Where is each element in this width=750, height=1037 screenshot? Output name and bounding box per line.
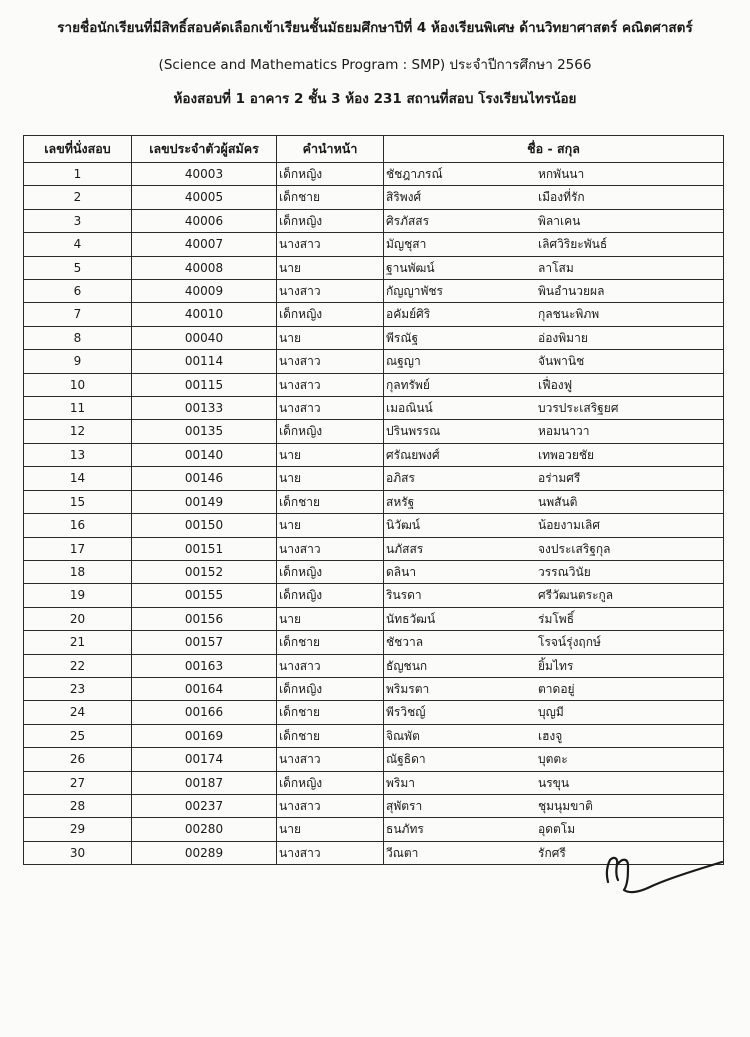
seat-number-cell: 17 bbox=[24, 537, 132, 560]
first-name: วีณตา bbox=[386, 845, 419, 860]
prefix-cell: นางสาว bbox=[277, 350, 384, 373]
last-name: วรรณวินัย bbox=[538, 564, 591, 579]
applicant-id-cell: 00146 bbox=[132, 467, 277, 490]
prefix-cell: นาย bbox=[277, 818, 384, 841]
first-name: เมอณินน์ bbox=[386, 401, 433, 416]
prefix-cell: นางสาว bbox=[277, 537, 384, 560]
applicant-id-cell: 00166 bbox=[132, 701, 277, 724]
document-title: รายชื่อนักเรียนที่มีสิทธิ์สอบคัดเลือกเข้าเรียนชั้นมัธยมศึกษาปีที่ 4 ห้องเรียนพิเศษ ด้านวิทยาศาสตร์ คณิตศาสตร์ bbox=[57, 20, 693, 36]
seat-number-cell: 7 bbox=[24, 303, 132, 326]
applicant-id-cell: 40008 bbox=[132, 256, 277, 279]
column-header-seat: เลขที่นั่งสอบ bbox=[24, 136, 132, 163]
prefix-cell: นาย bbox=[277, 443, 384, 466]
seat-number-cell: 22 bbox=[24, 654, 132, 677]
first-name: มัญชุสา bbox=[386, 237, 427, 252]
full-name-cell bbox=[384, 490, 724, 513]
last-name: เทพอวยชัย bbox=[538, 447, 595, 462]
table-row bbox=[24, 724, 724, 747]
first-name: พริมรตา bbox=[386, 681, 430, 696]
seat-number-cell: 20 bbox=[24, 607, 132, 630]
last-name: จันพานิช bbox=[538, 354, 585, 369]
full-name-cell bbox=[384, 256, 724, 279]
applicant-id-cell: 00289 bbox=[132, 841, 277, 864]
table-row bbox=[24, 631, 724, 654]
table-row bbox=[24, 303, 724, 326]
program-subtitle: (Science and Mathematics Program : SMP) ประจำปีการศึกษา 2566 bbox=[158, 57, 592, 73]
last-name: ร่มโพธิ์ bbox=[538, 611, 575, 626]
seat-number-cell: 21 bbox=[24, 631, 132, 654]
applicant-id-cell: 00040 bbox=[132, 326, 277, 349]
first-name: ณฐญา bbox=[386, 354, 421, 369]
table-row bbox=[24, 818, 724, 841]
applicant-id-cell: 00164 bbox=[132, 677, 277, 700]
column-header-name: ชื่อ - สกุล bbox=[384, 136, 724, 163]
prefix-cell: นางสาว bbox=[277, 748, 384, 771]
table-row bbox=[24, 397, 724, 420]
seat-number-cell: 27 bbox=[24, 771, 132, 794]
first-name: สุพัตรา bbox=[386, 798, 423, 813]
table-row bbox=[24, 654, 724, 677]
full-name-cell bbox=[384, 443, 724, 466]
table-row bbox=[24, 701, 724, 724]
table-row bbox=[24, 163, 724, 186]
table-body bbox=[24, 163, 724, 865]
first-name: ศรัณยพงศ์ bbox=[386, 447, 440, 462]
full-name-cell bbox=[384, 514, 724, 537]
last-name: กุลชนะพิภพ bbox=[538, 307, 600, 322]
full-name-cell bbox=[384, 537, 724, 560]
applicant-id-cell: 00152 bbox=[132, 560, 277, 583]
last-name: ยิ้มไทร bbox=[538, 658, 574, 673]
signature-mark bbox=[600, 852, 726, 898]
first-name: อภิสร bbox=[386, 471, 415, 486]
prefix-cell: นางสาว bbox=[277, 233, 384, 256]
full-name-cell bbox=[384, 420, 724, 443]
prefix-cell: เด็กหญิง bbox=[277, 163, 384, 186]
prefix-cell: เด็กชาย bbox=[277, 186, 384, 209]
first-name: รินรดา bbox=[386, 588, 422, 603]
table-row bbox=[24, 326, 724, 349]
first-name: นิวัฒน์ bbox=[386, 518, 420, 533]
last-name: พิลาเคน bbox=[538, 213, 581, 228]
full-name-cell bbox=[384, 631, 724, 654]
full-name-cell bbox=[384, 771, 724, 794]
table-row bbox=[24, 373, 724, 396]
table-row bbox=[24, 677, 724, 700]
prefix-cell: เด็กชาย bbox=[277, 631, 384, 654]
seat-number-cell: 5 bbox=[24, 256, 132, 279]
first-name: นัทธวัฒน์ bbox=[386, 611, 436, 626]
table-row bbox=[24, 256, 724, 279]
full-name-cell bbox=[384, 748, 724, 771]
last-name: รักศรี bbox=[538, 845, 566, 860]
first-name: พีรวิชญ์ bbox=[386, 705, 426, 720]
full-name-cell bbox=[384, 794, 724, 817]
first-name: พีรณัฐ bbox=[386, 330, 419, 345]
first-name: พริมา bbox=[386, 775, 416, 790]
full-name-cell bbox=[384, 724, 724, 747]
first-name: ชัชฎาภรณ์ bbox=[386, 167, 443, 181]
first-name: ธนภัทร bbox=[386, 822, 424, 837]
applicant-id-cell: 00140 bbox=[132, 443, 277, 466]
first-name: ชัชวาล bbox=[386, 635, 424, 650]
full-name-cell bbox=[384, 584, 724, 607]
seat-number-cell: 1 bbox=[24, 163, 132, 186]
prefix-cell: เด็กชาย bbox=[277, 724, 384, 747]
full-name-cell bbox=[384, 560, 724, 583]
full-name-cell bbox=[384, 397, 724, 420]
first-name: ดลินา bbox=[386, 564, 417, 579]
table-row bbox=[24, 607, 724, 630]
student-list-table bbox=[23, 135, 724, 865]
applicant-id-cell: 00169 bbox=[132, 724, 277, 747]
first-name: ธัญชนก bbox=[386, 658, 428, 673]
full-name-cell bbox=[384, 677, 724, 700]
table-row bbox=[24, 560, 724, 583]
applicant-id-cell: 00237 bbox=[132, 794, 277, 817]
table-row bbox=[24, 280, 724, 303]
last-name: บุตตะ bbox=[538, 752, 568, 767]
seat-number-cell: 11 bbox=[24, 397, 132, 420]
table-row bbox=[24, 514, 724, 537]
last-name: ศรีวัฒนตระกูล bbox=[538, 588, 614, 603]
table-row bbox=[24, 771, 724, 794]
table-row bbox=[24, 186, 724, 209]
last-name: ชุมนุมขาติ bbox=[538, 798, 593, 813]
first-name: ณัฐธิดา bbox=[386, 752, 426, 767]
first-name: จิณพัต bbox=[386, 728, 420, 743]
applicant-id-cell: 00149 bbox=[132, 490, 277, 513]
applicant-id-cell: 00280 bbox=[132, 818, 277, 841]
seat-number-cell: 23 bbox=[24, 677, 132, 700]
prefix-cell: นาย bbox=[277, 326, 384, 349]
prefix-cell: เด็กหญิง bbox=[277, 771, 384, 794]
prefix-cell: เด็กชาย bbox=[277, 490, 384, 513]
seat-number-cell: 13 bbox=[24, 443, 132, 466]
seat-number-cell: 14 bbox=[24, 467, 132, 490]
applicant-id-cell: 40010 bbox=[132, 303, 277, 326]
seat-number-cell: 30 bbox=[24, 841, 132, 864]
prefix-cell: เด็กหญิง bbox=[277, 677, 384, 700]
last-name: ลาโสม bbox=[538, 260, 574, 275]
prefix-cell: นาย bbox=[277, 607, 384, 630]
last-name: เลิศวิริยะพันธ์ bbox=[538, 237, 608, 252]
prefix-cell: เด็กชาย bbox=[277, 701, 384, 724]
prefix-cell: เด็กหญิง bbox=[277, 584, 384, 607]
last-name: นพสันติ bbox=[538, 494, 578, 509]
table-row bbox=[24, 420, 724, 443]
seat-number-cell: 6 bbox=[24, 280, 132, 303]
last-name: ตาดอยู่ bbox=[538, 681, 575, 696]
full-name-cell bbox=[384, 607, 724, 630]
first-name: ปรินพรรณ bbox=[386, 424, 441, 439]
seat-number-cell: 25 bbox=[24, 724, 132, 747]
last-name: อ่องพิมาย bbox=[538, 330, 588, 345]
table-row bbox=[24, 443, 724, 466]
full-name-cell bbox=[384, 701, 724, 724]
last-name: เฮงจู bbox=[538, 728, 563, 743]
full-name-cell bbox=[384, 373, 724, 396]
applicant-id-cell: 00157 bbox=[132, 631, 277, 654]
seat-number-cell: 28 bbox=[24, 794, 132, 817]
applicant-id-cell: 00114 bbox=[132, 350, 277, 373]
first-name: กุลทรัพย์ bbox=[386, 377, 430, 392]
table-header-row bbox=[24, 136, 724, 163]
applicant-id-cell: 00163 bbox=[132, 654, 277, 677]
full-name-cell bbox=[384, 326, 724, 349]
first-name: นภัสสร bbox=[386, 541, 424, 556]
last-name: หอมนาวา bbox=[538, 424, 590, 439]
table-row bbox=[24, 537, 724, 560]
prefix-cell: เด็กหญิง bbox=[277, 560, 384, 583]
last-name: จงประเสริฐกุล bbox=[538, 541, 611, 556]
full-name-cell bbox=[384, 303, 724, 326]
prefix-cell: นางสาว bbox=[277, 373, 384, 396]
applicant-id-cell: 40006 bbox=[132, 209, 277, 232]
last-name: พินอำนวยผล bbox=[538, 284, 605, 299]
prefix-cell: นางสาว bbox=[277, 280, 384, 303]
applicant-id-cell: 00133 bbox=[132, 397, 277, 420]
seat-number-cell: 26 bbox=[24, 748, 132, 771]
last-name: โรจน์รุ่งฤกษ์ bbox=[538, 635, 601, 650]
applicant-id-cell: 00156 bbox=[132, 607, 277, 630]
prefix-cell: นาย bbox=[277, 256, 384, 279]
applicant-id-cell: 00150 bbox=[132, 514, 277, 537]
prefix-cell: นางสาว bbox=[277, 397, 384, 420]
seat-number-cell: 10 bbox=[24, 373, 132, 396]
last-name: น้อยงามเลิศ bbox=[538, 518, 601, 533]
seat-number-cell: 3 bbox=[24, 209, 132, 232]
applicant-id-cell: 00174 bbox=[132, 748, 277, 771]
full-name-cell bbox=[384, 233, 724, 256]
last-name: บุญมี bbox=[538, 705, 564, 720]
full-name-cell bbox=[384, 350, 724, 373]
last-name: นรขุน bbox=[538, 775, 570, 790]
first-name: ฐานพัฒน์ bbox=[386, 260, 435, 275]
seat-number-cell: 16 bbox=[24, 514, 132, 537]
applicant-id-cell: 00115 bbox=[132, 373, 277, 396]
last-name: เฟื่องฟู bbox=[538, 377, 573, 392]
table-row bbox=[24, 584, 724, 607]
table-row bbox=[24, 490, 724, 513]
full-name-cell bbox=[384, 654, 724, 677]
prefix-cell: เด็กหญิง bbox=[277, 420, 384, 443]
seat-number-cell: 8 bbox=[24, 326, 132, 349]
applicant-id-cell: 40003 bbox=[132, 163, 277, 186]
prefix-cell: นางสาว bbox=[277, 794, 384, 817]
seat-number-cell: 2 bbox=[24, 186, 132, 209]
last-name: เมืองที่รัก bbox=[538, 190, 585, 205]
exam-room-info: ห้องสอบที่ 1 อาคาร 2 ชั้น 3 ห้อง 231 สถานที่สอบ โรงเรียนไทรน้อย bbox=[173, 91, 577, 107]
full-name-cell bbox=[384, 209, 724, 232]
table-row bbox=[24, 233, 724, 256]
applicant-id-cell: 40009 bbox=[132, 280, 277, 303]
applicant-id-cell: 40007 bbox=[132, 233, 277, 256]
applicant-id-cell: 00151 bbox=[132, 537, 277, 560]
table-row bbox=[24, 350, 724, 373]
seat-number-cell: 19 bbox=[24, 584, 132, 607]
first-name: ศิรภัสสร bbox=[386, 213, 430, 228]
full-name-cell bbox=[384, 186, 724, 209]
table-row bbox=[24, 209, 724, 232]
seat-number-cell: 15 bbox=[24, 490, 132, 513]
column-header-prefix: คำนำหน้า bbox=[277, 136, 384, 163]
seat-number-cell: 29 bbox=[24, 818, 132, 841]
first-name: กัญญาพัชร bbox=[386, 284, 443, 299]
table-row bbox=[24, 748, 724, 771]
column-header-applicant-id: เลขประจำตัวผู้สมัคร bbox=[132, 136, 277, 163]
table-row bbox=[24, 467, 724, 490]
last-name: อร่ามศรี bbox=[538, 471, 581, 486]
applicant-id-cell: 40005 bbox=[132, 186, 277, 209]
full-name-cell bbox=[384, 280, 724, 303]
prefix-cell: เด็กหญิง bbox=[277, 303, 384, 326]
full-name-cell bbox=[384, 163, 724, 186]
seat-number-cell: 12 bbox=[24, 420, 132, 443]
seat-number-cell: 18 bbox=[24, 560, 132, 583]
applicant-id-cell: 00187 bbox=[132, 771, 277, 794]
prefix-cell: นางสาว bbox=[277, 841, 384, 864]
full-name-cell bbox=[384, 467, 724, 490]
first-name: สหรัฐ bbox=[386, 494, 415, 509]
last-name: หกพันนา bbox=[538, 167, 585, 181]
last-name: บวรประเสริฐยศ bbox=[538, 401, 619, 416]
table-row bbox=[24, 794, 724, 817]
first-name: สิริพงศ์ bbox=[386, 190, 422, 205]
prefix-cell: นาย bbox=[277, 514, 384, 537]
applicant-id-cell: 00135 bbox=[132, 420, 277, 443]
prefix-cell: นางสาว bbox=[277, 654, 384, 677]
last-name: อุดตโม bbox=[538, 822, 576, 837]
prefix-cell: นาย bbox=[277, 467, 384, 490]
first-name: อคัมย์ศิริ bbox=[386, 307, 431, 322]
applicant-id-cell: 00155 bbox=[132, 584, 277, 607]
seat-number-cell: 9 bbox=[24, 350, 132, 373]
prefix-cell: เด็กหญิง bbox=[277, 209, 384, 232]
seat-number-cell: 4 bbox=[24, 233, 132, 256]
full-name-cell bbox=[384, 818, 724, 841]
seat-number-cell: 24 bbox=[24, 701, 132, 724]
